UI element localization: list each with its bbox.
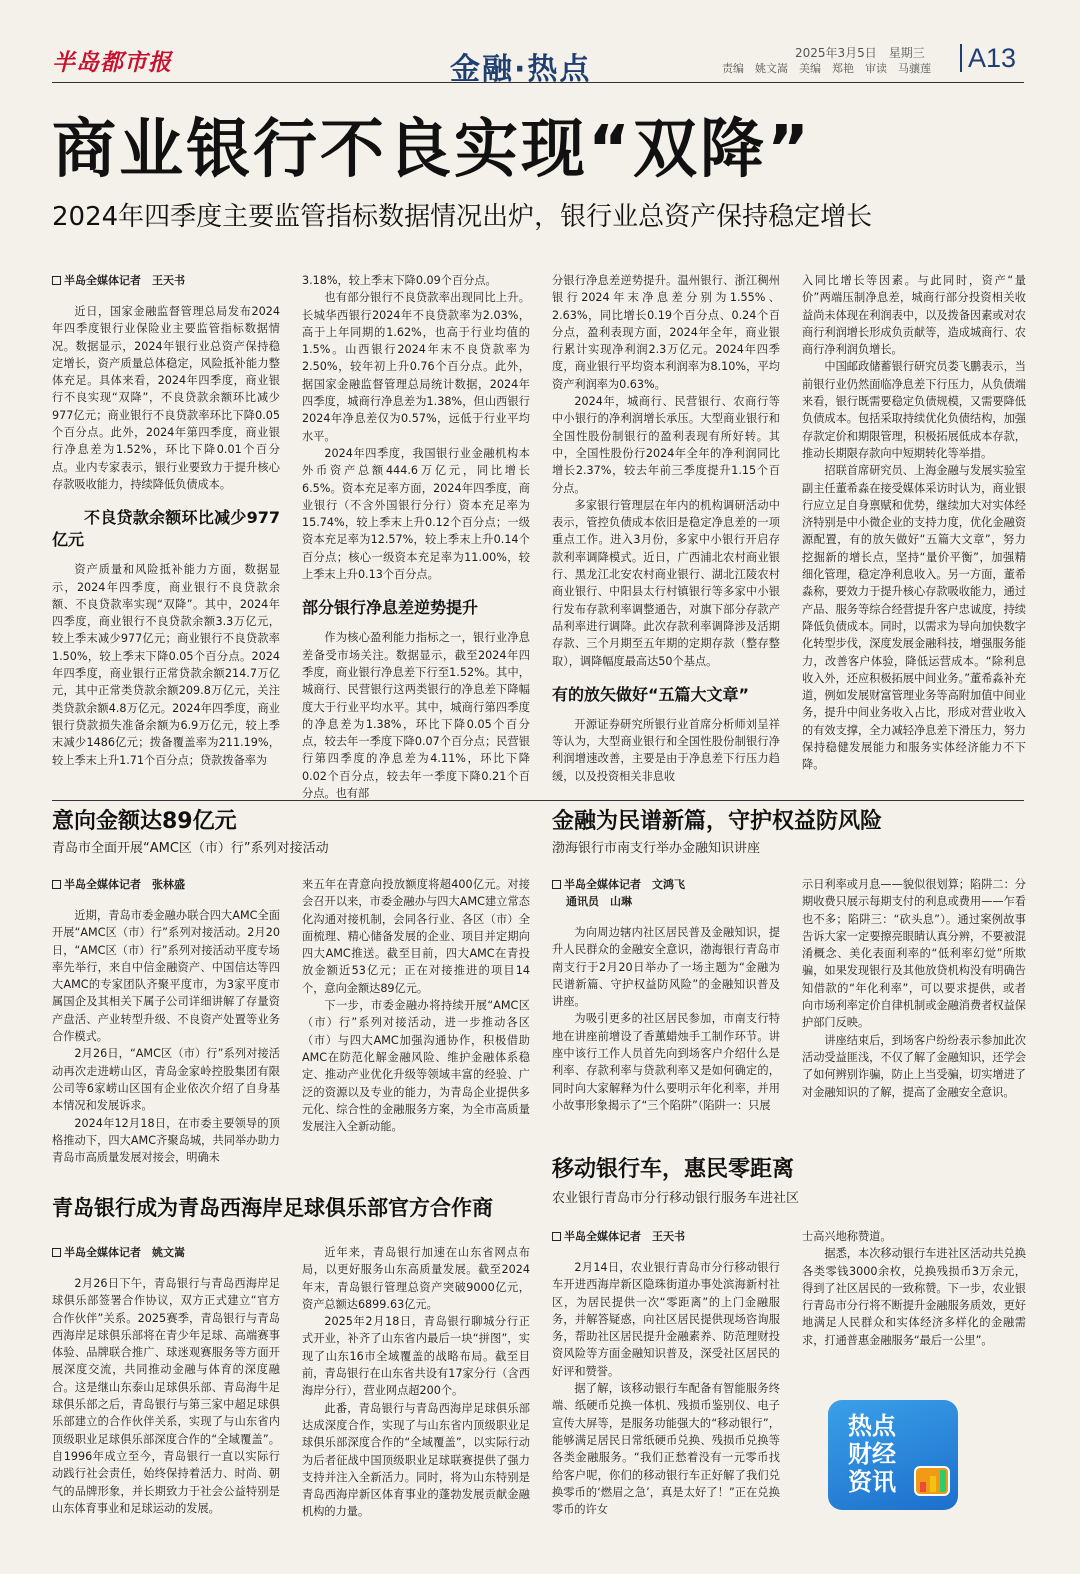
paragraph: 近期，青岛市委金融办联合四大AMC全面开展“AMC区（市）行”系列对接活动。2月20日，“AMC区（市）行”系列对接活动平度专场率先举行，来自中信金融资产、中国信达等四大AMC的专家团队齐聚平度市，为3家平度市属国企及其相关下属子公司详细讲解了存量资产盘活、产业转型升级、不良资产处置等业务合作模式。	[52, 909, 280, 1044]
paragraph: 招联首席研究员、上海金融与发展实验室副主任董希淼在接受媒体采访时认为，商业银行应立足自身禀赋和优势，继续加大对实体经济特别是中小微企业的支持力度，优化金融资源配置，有的放矢做好“五篇大文章”，努力挖掘新的增长点，坚持“量价平衡”，加强精细化管理，稳定净利息收入。另一方面，董希淼称，要效力于提升核心存款吸收能力，通过产品、服务等综合经营提升客户忠诚度，持续降低负债成本。同时，以需求为导向加快数字化转型步伐，深度发展金融科技，增强服务能力，改善客户体验，降低运营成本。“除利息收入外，还应积极拓展中间业务。”董希淼补充道，例如发展财富管理业务等高附加值中间业务，提升中间业务收入占比，形成对营业收入的有效支撑，全力减轻净息差下滑压力，努力保持稳健发展能力和服务实体经济能力不下降。	[802, 464, 1026, 772]
lead-column-2	[302, 272, 530, 801]
lead-subtitle-2: 部分银行净息差逆势提升	[302, 598, 479, 618]
finance-edu-column-1	[552, 876, 780, 1148]
paragraph: 入同比增长等因素。与此同时，资产“量价”两端压制净息差，城商行部分投资相关收益尚未体现在利润表中，以及拨备因素或对农商行利润增长形成负贡献等，造成城商行、农商行净利润负增长。	[802, 274, 1026, 357]
lead-column-1	[52, 272, 280, 794]
hot-finance-news-badge	[828, 1400, 958, 1510]
square-icon	[552, 1232, 561, 1241]
paragraph: 来五年在青意向投放额度将超400亿元。对接会召开以来，市委金融办与四大AMC建立常态化沟通对接机制，会同各行业、各区（市）全面梳理、精心储备发展的企业、项目并定期向四大AMC推送。截至目前，四大AMC在青投放金额近53亿元；正在对接推进的项目14个，意向金额达89亿元。	[302, 878, 530, 995]
finance-edu-title: 金融为民谱新篇，守护权益防风险	[552, 809, 883, 834]
paragraph: 多家银行管理层在年内的机构调研活动中表示，管控负债成本依旧是稳定净息差的一项重点工作。进入3月份，多家中小银行开启存款利率调降模式。近日，广西浦北农村商业银行、黑龙江北安农村商业银行、湖北江陵农村商业银行、中阳县太行村镇银行等多家中小银行发布存款利率调整通告，对旗下部分存款产品利率进行调降。此次存款利率调降涉及活期存款、三个月期至五年期的定期存款（整存整取），调降幅度最高达50个基点。	[552, 498, 780, 668]
lead-subtitle-1: 不良贷款余额环比减少977亿元	[52, 508, 280, 550]
masthead-logo: 半岛都市报	[52, 49, 172, 76]
paragraph: 中国邮政储蓄银行研究员娄飞鹏表示，当前银行业仍然面临净息差下行压力，从负债端来看，银行既需要稳定负债规模，又需要降低负债成本。包括采取持续优化负债结构，加强存款定价和期限管理，积极拓展低成本存款，推动长期限存款向中短期转化等举措。	[802, 360, 1026, 460]
football-byline: 半岛全媒体记者 姚文嵩	[52, 1244, 280, 1261]
section-title: 金融·热点	[450, 52, 592, 87]
lead-byline: 半岛全媒体记者 王天书	[52, 272, 280, 289]
paragraph: 2024年12月18日，在市委主要领导的顶格推动下，四大AMC齐聚岛城，共同举办助力青岛市高质量发展对接会，明确未	[52, 1116, 280, 1165]
bar-chart-icon	[920, 1482, 926, 1492]
finance-edu-column-2	[802, 876, 1026, 1148]
lead-subhead: 2024年四季度主要监管指标数据情况出炉，银行业总资产保持稳定增长	[52, 202, 873, 232]
paragraph: 2月14日，农业银行青岛市分行移动银行车开进西海岸新区隐珠街道办事处滨海新村社区，为居民提供一次“零距离”的上门金融服务，并解答疑惑，向社区居民提供现场咨询服务，帮助社区居民提升金融素养、防范理财投资风险等方面金融知识普及，深受社区居民的好评和赞誉。	[552, 1261, 780, 1378]
badge-line-1: 热点	[848, 1412, 896, 1440]
paragraph: 2024年，城商行、民营银行、农商行等中小银行的净利润增长承压。大型商业银行和全国性股份制银行的盈利表现有所好转。其中，全国性股份行2024年全年的净利润同比增长2.37%，较去年前三季度提升1.15个百分点。	[552, 395, 780, 495]
amc-column-2	[302, 876, 530, 1156]
paragraph: 讲座结束后，到场客户纷纷表示参加此次活动受益匪浅，不仅了解了金融知识，还学会了如何辨别诈骗，防止上当受骗，切实增进了对金融知识的了解，提高了金融安全意识。	[802, 1033, 1026, 1099]
mobile-bank-byline: 半岛全媒体记者 王天书	[552, 1228, 780, 1245]
paragraph: 2月26日，“AMC区（市）行”系列对接活动再次走进崂山区，青岛金家岭控股集团有限公司等6家崂山区国有企业依次介绍了自身基本情况和发展诉求。	[52, 1047, 280, 1113]
square-icon	[52, 276, 61, 285]
mobile-bank-column-2	[802, 1228, 1026, 1392]
paragraph: 作为核心盈利能力指标之一，银行业净息差备受市场关注。数据显示，截至2024年四季度，商业银行净息差下行至1.52%。其中，城商行、民营银行这两类银行的净息差下降幅度大于行业平均水平。其中，城商行第四季度的净息差为1.38%，环比下降0.05个百分点，较去年一季度下降0.07个百分点；民营银行第四季度的净息差为4.11%，环比下降0.02个百分点，较去年一季度下降0.21个百分点。也有部	[302, 631, 530, 801]
editors-line: 责编 姚文嵩 美编 郑艳 审读 马骧莲	[722, 62, 931, 75]
paragraph: 示日利率或月息——貌似很划算；陷阱二：分期收费只展示每期支付的利息或费用——乍看也不多；陷阱三：“砍头息”）。通过案例故事告诉大家一定要擦亮眼睛认真分辨，不要被混淆概念、美化表面利率的“低利率幻觉”所欺骗，如果发现银行及其他放贷机构没有明确告知借款的“年化利率”，可以要求提供，或者向市场利率定价自律机制或金融消费者权益保护部门反映。	[802, 878, 1026, 1030]
lead-headline: 商业银行不良实现“双降”	[52, 113, 813, 187]
football-column-1	[52, 1244, 280, 1554]
paragraph: 下一步，市委金融办将持续开展“AMC区（市）行”系列对接活动，进一步推动各区（市）与四大AMC加强沟通协作，积极借助AMC在防范化解金融风险、维护金融体系稳定、推动产业优化升级等领域丰富的经验、广泛的资源以及专业的能力，为青岛企业提供多元化、综合性的金融服务方案，为全市高质量发展注入全新动能。	[302, 999, 530, 1134]
issue-date: 2025年3月5日 星期三	[795, 46, 925, 60]
amc-column-1	[52, 876, 280, 1165]
paragraph: 资产质量和风险抵补能力方面，数据显示，2024年四季度，商业银行不良贷款余额、不良贷款率实现“双降”。其中，2024年四季度，商业银行不良贷款余额3.3万亿元，较上季末减少977亿元；商业银行不良贷款率1.50%，较上季末下降0.05个百分点。2024年四季度，商业银行正常贷款余额214.7万亿元，其中正常类贷款余额209.8万亿元，关注类贷款余额4.8万亿元。2024年四季度，商业银行贷款损失准备余额为6.9万亿元，较上季末减少1486亿元；拨备覆盖率为211.19%，较上季末上升1.71个百分点；贷款拨备率为	[52, 563, 280, 767]
paragraph: 开源证券研究所银行业首席分析师刘呈祥等认为，大型商业银行和全国性股份制银行净利润增速改善，主要是由于净息差下行压力趋缓，以及投资相关非息收	[552, 717, 780, 783]
paragraph: 士高兴地称赞道。	[802, 1230, 892, 1243]
square-icon	[52, 880, 61, 889]
square-icon	[552, 880, 561, 889]
mobile-bank-subtitle: 农业银行青岛市分行移动银行服务车进社区	[552, 1191, 800, 1206]
paragraph: 3.18%，较上季末下降0.09个百分点。	[302, 274, 497, 287]
amc-byline: 半岛全媒体记者 张林盛	[52, 876, 280, 893]
mobile-bank-column-1	[552, 1228, 780, 1554]
football-title: 青岛银行成为青岛西海岸足球俱乐部官方合作商	[52, 1196, 493, 1220]
finance-edu-byline: 半岛全媒体记者 文鸿飞	[552, 876, 780, 893]
amc-title: 意向金额达89亿元	[52, 809, 237, 834]
square-icon	[52, 1248, 61, 1257]
lead-subtitle-3: 有的放矢做好“五篇大文章”	[552, 684, 750, 704]
paragraph: 2024年四季度，我国银行业金融机构本外币资产总额444.6万亿元，同比增长6.5%。资本充足率方面，2024年四季度，商业银行（不含外国银行分行）资本充足率为15.74%，较上季末上升0.12个百分点；一级资本充足率为12.57%，较上季末上升0.14个百分点；核心一级资本充足率为11.00%，较上季末上升0.13个百分点。	[302, 446, 530, 582]
badge-line-3: 资讯	[848, 1468, 896, 1496]
finance-edu-subtitle: 渤海银行市南支行举办金融知识讲座	[552, 841, 761, 856]
paragraph: 分银行净息差逆势提升。温州银行、浙江稠州银行2024年末净息差分别为1.55%、2.63%，同比增长0.19个百分点、0.24个百分点，盈利表现方面，2024年全年，商业银行累计实现净利润2.3万亿元。2024年四季度，商业银行平均资本利润率为8.10%，平均资产利润率为0.63%。	[552, 274, 780, 391]
finance-edu-correspondent: 通讯员 山琳	[566, 895, 632, 908]
paragraph: 2月26日下午，青岛银行与青岛西海岸足球俱乐部签署合作协议，双方正式建立“官方合作伙伴”关系。2025赛季，青岛银行与青岛西海岸足球俱乐部将在青少年足球、高端赛事体验、品牌联合推广、球迷观赛服务等方面开展深度交流，共同推动金融与体育的深度融合。这是继山东泰山足球俱乐部、青岛海牛足球俱乐部之后，青岛银行与第三家中超足球俱乐部建立的合作伙伴关系，实现了与山东省内顶级职业足球俱乐部深度合作的“全域覆盖”。自1996年成立至今，青岛银行一直以实际行动践行社会责任，始终保持着活力、时尚、朝气的品牌形象，并长期致力于社会公益特别是山东体育事业和足球运动的发展。	[52, 1277, 280, 1515]
lead-column-3	[552, 272, 780, 794]
paragraph: 2025年2月18日，青岛银行聊城分行正式开业，补齐了山东省内最后一块“拼图”，实现了山东16市全域覆盖的战略布局。截至目前，青岛银行在山东省共设有17家分行（含西海岸分行），营业网点超200个。	[302, 1315, 530, 1398]
paragraph: 据了解，该移动银行车配备有智能服务终端、纸硬币兑换一体机、残损币鉴别仪、电子宣传大屏等，是服务功能强大的“移动银行”，能够满足居民日常纸硬币兑换、残损币兑换等各类金融服务。“我们正愁着没有一元零币找给客户呢，你们的移动银行车正好解了我们兑换零币的‘燃眉之急’，真是太好了！”正在兑换零币的许女	[552, 1382, 780, 1517]
paragraph: 为向周边辖内社区居民普及金融知识，提升人民群众的金融安全意识，渤海银行青岛市南支行于2月20日举办了一场主题为“金融为民谱新篇、守护权益防风险”的金融知识普及讲座。	[552, 926, 780, 1009]
amc-subtitle: 青岛市全面开展“AMC区（市）行”系列对接活动	[52, 841, 329, 856]
header-rule	[52, 82, 1024, 83]
paragraph: 也有部分银行不良贷款率出现同比上升。长城华西银行2024年不良贷款率为2.03%，高于上年同期的1.62%，也高于行业均值的1.5%。山西银行2024年末不良贷款率为2.50%，较年初上升0.76个百分点。此外，据国家金融监督管理总局统计数据，2024年四季度，城商行净息差为1.38%，但山西银行2024年净息差仅为0.57%，远低于行业平均水平。	[302, 291, 530, 443]
paragraph: 此番，青岛银行与青岛西海岸足球俱乐部达成深度合作，实现了与山东省内顶级职业足球俱乐部深度合作的“全域覆盖”，以实际行动为后者征战中国顶级职业足球联赛提供了强力支持并注入全新活力。同时，将为山东特别是青岛西海岸新区体育事业的蓬勃发展贡献金融机构的力量。	[302, 1401, 530, 1519]
lead-column-4	[802, 272, 1026, 794]
mobile-bank-title: 移动银行车，惠民零距离	[552, 1157, 795, 1182]
paragraph: 为吸引更多的社区居民参加，市南支行特地在讲座前增设了香薰蜡烛手工制作环节。讲座中该行工作人员首先向到场客户介绍什么是利率、存款利率与贷款利率又是如何确定的，同时向大家解释为什么要明示年化利率，并用小故事形象揭示了“三个陷阱”（陷阱一：只展	[552, 1012, 780, 1112]
paragraph: 近年来，青岛银行加速在山东省网点布局，以更好服务山东高质量发展。截至2024年末，青岛银行管理总资产突破9000亿元，资产总额达6899.63亿元。	[302, 1246, 530, 1311]
paragraph: 近日，国家金融监督管理总局发布2024年四季度银行业保险业主要监管指标数据情况。数据显示，2024年银行业总资产保持稳定增长，资产质量总体稳定，风险抵补能力整体充足。具体来看，2024年四季度，商业银行不良实现“双降”，不良贷款余额环比减少977亿元；商业银行不良贷款率环比下降0.05个百分点。此外，2024年第四季度，商业银行净息差为1.52%，环比下降0.01个百分点。业内专家表示，银行业要致力于提升核心存款吸收能力，持续降低负债成本。	[52, 305, 280, 491]
section-rule	[52, 800, 1024, 801]
bar-chart-icon	[930, 1476, 936, 1492]
badge-line-2: 财经	[848, 1440, 896, 1468]
football-column-2	[302, 1244, 530, 1554]
paragraph: 据悉，本次移动银行车进社区活动共兑换各类零钱3000余枚，兑换残损币3万余元，得到了社区居民的一致称赞。下一步，农业银行青岛市分行将不断提升金融服务质效，更好地满足人民群众和实体经济多样化的金融需求，打通普惠金融服务“最后一公里”。	[802, 1247, 1026, 1347]
bar-chart-icon	[940, 1470, 946, 1492]
page-number: A13	[960, 44, 1016, 72]
